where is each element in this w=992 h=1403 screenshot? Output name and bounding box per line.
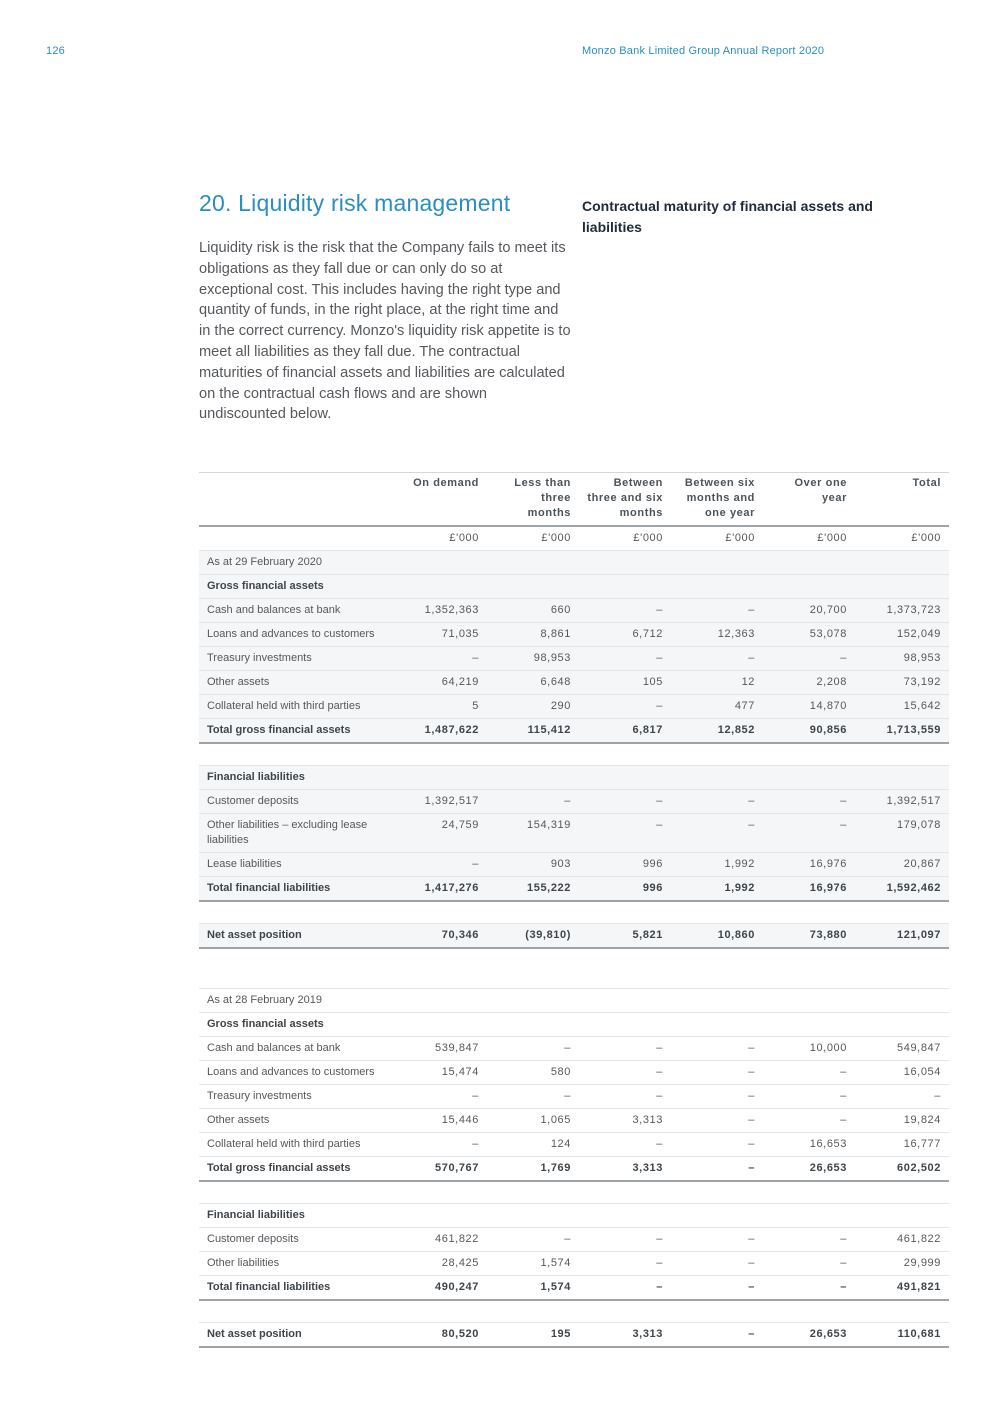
- value-cell: 549,847: [855, 1037, 949, 1061]
- empty-cell: [579, 551, 671, 575]
- value-cell: –: [671, 790, 763, 814]
- value-cell: –: [579, 790, 671, 814]
- as-at-2019: [199, 989, 949, 1013]
- value-cell: –: [671, 1037, 763, 1061]
- spacer-cell: [855, 743, 949, 766]
- value-cell: –: [579, 1085, 671, 1109]
- value-cell: –: [671, 1276, 763, 1301]
- value-cell: 73,192: [855, 671, 949, 695]
- asset-row-2019: [199, 1109, 949, 1133]
- value-cell: 16,976: [763, 877, 855, 902]
- value-cell: 10,860: [671, 924, 763, 949]
- value-cell: 903: [487, 853, 579, 877]
- net-position-2020: [199, 924, 949, 949]
- value-cell: –: [671, 1109, 763, 1133]
- gross-assets-heading-2019: [199, 1013, 949, 1037]
- value-cell: –: [671, 647, 763, 671]
- value-cell: 1,574: [487, 1276, 579, 1301]
- asset-row-2020: [199, 647, 949, 671]
- as-at-2020: [199, 551, 949, 575]
- row-label: As at 28 February 2019: [199, 989, 395, 1013]
- empty-cell: [579, 1013, 671, 1037]
- row-label: Customer deposits: [199, 790, 395, 814]
- value-cell: 110,681: [855, 1323, 949, 1348]
- asset-row-2020: [199, 671, 949, 695]
- value-cell: 73,880: [763, 924, 855, 949]
- value-cell: 121,097: [855, 924, 949, 949]
- value-cell: –: [487, 1228, 579, 1252]
- value-cell: 29,999: [855, 1252, 949, 1276]
- value-cell: 996: [579, 877, 671, 902]
- liability-row-2020: [199, 790, 949, 814]
- empty-cell: [855, 575, 949, 599]
- value-cell: –: [763, 1276, 855, 1301]
- value-cell: –: [395, 1133, 487, 1157]
- empty-cell: [487, 766, 579, 790]
- empty-cell: [487, 989, 579, 1013]
- spacer-cell: [855, 1300, 949, 1323]
- value-cell: –: [671, 814, 763, 853]
- liabilities-heading-2020: [199, 766, 949, 790]
- value-cell: 1,065: [487, 1109, 579, 1133]
- value-cell: –: [763, 1252, 855, 1276]
- value-cell: 19,824: [855, 1109, 949, 1133]
- value-cell: –: [395, 1085, 487, 1109]
- asset-row-2020: [199, 623, 949, 647]
- empty-cell: [671, 1204, 763, 1228]
- empty-cell: [395, 551, 487, 575]
- value-cell: –: [763, 790, 855, 814]
- spacer-cell: [487, 948, 579, 989]
- value-cell: 1,487,622: [395, 719, 487, 744]
- spacer-cell: [199, 948, 395, 989]
- value-cell: –: [763, 1085, 855, 1109]
- table-subheading: Contractual maturity of financial assets and liabilities: [582, 198, 873, 235]
- row-label: Net asset position: [199, 924, 395, 949]
- spacer-cell: [671, 1300, 763, 1323]
- asset-row-2019: [199, 1085, 949, 1109]
- empty-cell: [763, 989, 855, 1013]
- row-label: Total financial liabilities: [199, 877, 395, 902]
- column-header: Between six months and one year: [671, 473, 763, 527]
- value-cell: –: [487, 790, 579, 814]
- empty-cell: [395, 1204, 487, 1228]
- value-cell: £'000: [579, 526, 671, 551]
- value-cell: –: [671, 1323, 763, 1348]
- empty-cell: [671, 575, 763, 599]
- value-cell: 1,574: [487, 1252, 579, 1276]
- value-cell: 26,653: [763, 1323, 855, 1348]
- spacer-cell: [763, 1181, 855, 1204]
- row-label: Net asset position: [199, 1323, 395, 1348]
- empty-cell: [579, 766, 671, 790]
- value-cell: 2,208: [763, 671, 855, 695]
- value-cell: 1,392,517: [395, 790, 487, 814]
- value-cell: 1,713,559: [855, 719, 949, 744]
- value-cell: –: [579, 647, 671, 671]
- row-label: Customer deposits: [199, 1228, 395, 1252]
- value-cell: –: [579, 1133, 671, 1157]
- value-cell: 290: [487, 695, 579, 719]
- value-cell: –: [579, 1228, 671, 1252]
- spacer-cell: [199, 743, 395, 766]
- value-cell: –: [579, 599, 671, 623]
- value-cell: 1,769: [487, 1157, 579, 1182]
- value-cell: 6,712: [579, 623, 671, 647]
- value-cell: 1,992: [671, 877, 763, 902]
- row-label: Cash and balances at bank: [199, 599, 395, 623]
- value-cell: –: [855, 1085, 949, 1109]
- value-cell: £'000: [395, 526, 487, 551]
- spacer-cell: [763, 1300, 855, 1323]
- row-label: Other liabilities: [199, 1252, 395, 1276]
- spacer-cell: [579, 1300, 671, 1323]
- value-cell: 5: [395, 695, 487, 719]
- value-cell: –: [671, 1228, 763, 1252]
- value-cell: 16,976: [763, 853, 855, 877]
- value-cell: 6,648: [487, 671, 579, 695]
- value-cell: –: [579, 814, 671, 853]
- row-label: Gross financial assets: [199, 1013, 395, 1037]
- value-cell: –: [671, 1061, 763, 1085]
- value-cell: 3,313: [579, 1157, 671, 1182]
- value-cell: 20,867: [855, 853, 949, 877]
- value-cell: –: [579, 1276, 671, 1301]
- value-cell: –: [671, 1085, 763, 1109]
- value-cell: 16,054: [855, 1061, 949, 1085]
- value-cell: –: [763, 647, 855, 671]
- value-cell: 105: [579, 671, 671, 695]
- empty-cell: [487, 575, 579, 599]
- value-cell: 16,653: [763, 1133, 855, 1157]
- value-cell: 28,425: [395, 1252, 487, 1276]
- spacer-cell: [487, 1300, 579, 1323]
- column-header: Less than three months: [487, 473, 579, 527]
- asset-row-2020: [199, 695, 949, 719]
- value-cell: –: [763, 1228, 855, 1252]
- value-cell: –: [487, 1085, 579, 1109]
- liability-row-2019: [199, 1252, 949, 1276]
- empty-cell: [763, 551, 855, 575]
- spacer-cell: [395, 743, 487, 766]
- spacer-cell: [199, 1181, 395, 1204]
- value-cell: £'000: [487, 526, 579, 551]
- empty-cell: [487, 551, 579, 575]
- value-cell: 53,078: [763, 623, 855, 647]
- value-cell: 115,412: [487, 719, 579, 744]
- spacer-cell: [763, 743, 855, 766]
- value-cell: 461,822: [395, 1228, 487, 1252]
- spacer-cell: [855, 948, 949, 989]
- report-title: Monzo Bank Limited Group Annual Report 2020: [582, 45, 825, 57]
- empty-cell: [763, 575, 855, 599]
- row-label: As at 29 February 2020: [199, 551, 395, 575]
- spacer-row: [199, 1181, 949, 1204]
- column-header: On demand: [395, 473, 487, 527]
- total-assets-2020: [199, 719, 949, 744]
- empty-cell: [579, 575, 671, 599]
- spacer-row: [199, 743, 949, 766]
- row-label: Loans and advances to customers: [199, 623, 395, 647]
- spacer-cell: [579, 1181, 671, 1204]
- empty-cell: [855, 766, 949, 790]
- value-cell: 602,502: [855, 1157, 949, 1182]
- value-cell: 12: [671, 671, 763, 695]
- row-label: Cash and balances at bank: [199, 1037, 395, 1061]
- spacer-cell: [763, 901, 855, 924]
- empty-cell: [763, 766, 855, 790]
- row-label: Financial liabilities: [199, 766, 395, 790]
- empty-cell: [671, 1013, 763, 1037]
- value-cell: –: [671, 1157, 763, 1182]
- empty-cell: [487, 1204, 579, 1228]
- value-cell: 10,000: [763, 1037, 855, 1061]
- value-cell: 3,313: [579, 1109, 671, 1133]
- column-header-row: [199, 473, 949, 527]
- value-cell: –: [671, 1252, 763, 1276]
- empty-cell: [671, 989, 763, 1013]
- value-cell: 12,363: [671, 623, 763, 647]
- row-label: Other liabilities – excluding lease liabilities: [199, 814, 395, 853]
- spacer-cell: [487, 1181, 579, 1204]
- asset-row-2020: [199, 599, 949, 623]
- value-cell: 6,817: [579, 719, 671, 744]
- row-label: [199, 526, 395, 551]
- spacer-cell: [671, 901, 763, 924]
- page-number: 126: [46, 45, 65, 57]
- value-cell: 124: [487, 1133, 579, 1157]
- spacer-cell: [671, 1181, 763, 1204]
- row-label: Treasury investments: [199, 647, 395, 671]
- value-cell: 490,247: [395, 1276, 487, 1301]
- value-cell: 15,474: [395, 1061, 487, 1085]
- value-cell: 98,953: [855, 647, 949, 671]
- value-cell: –: [671, 1133, 763, 1157]
- spacer-cell: [199, 901, 395, 924]
- value-cell: 477: [671, 695, 763, 719]
- empty-cell: [855, 989, 949, 1013]
- spacer-cell: [487, 743, 579, 766]
- spacer-cell: [395, 901, 487, 924]
- value-cell: 5,821: [579, 924, 671, 949]
- value-cell: –: [579, 1037, 671, 1061]
- empty-cell: [671, 551, 763, 575]
- row-label: Loans and advances to customers: [199, 1061, 395, 1085]
- value-cell: 1,592,462: [855, 877, 949, 902]
- row-label: Collateral held with third parties: [199, 695, 395, 719]
- value-cell: 539,847: [395, 1037, 487, 1061]
- value-cell: 1,352,363: [395, 599, 487, 623]
- value-cell: 996: [579, 853, 671, 877]
- value-cell: –: [395, 647, 487, 671]
- value-cell: £'000: [763, 526, 855, 551]
- row-label: Total gross financial assets: [199, 719, 395, 744]
- value-cell: 152,049: [855, 623, 949, 647]
- empty-cell: [395, 1013, 487, 1037]
- header-blank: [199, 473, 395, 527]
- spacer-row: [199, 948, 949, 989]
- asset-row-2019: [199, 1061, 949, 1085]
- row-label: Financial liabilities: [199, 1204, 395, 1228]
- empty-cell: [763, 1204, 855, 1228]
- total-liabilities-2019: [199, 1276, 949, 1301]
- spacer-cell: [199, 1300, 395, 1323]
- column-header: Over one year: [763, 473, 855, 527]
- column-header: Total: [855, 473, 949, 527]
- empty-cell: [855, 551, 949, 575]
- value-cell: 15,446: [395, 1109, 487, 1133]
- net-position-2019: [199, 1323, 949, 1348]
- row-label: Treasury investments: [199, 1085, 395, 1109]
- value-cell: –: [579, 695, 671, 719]
- value-cell: 98,953: [487, 647, 579, 671]
- empty-cell: [487, 1013, 579, 1037]
- spacer-row: [199, 1300, 949, 1323]
- total-assets-2019: [199, 1157, 949, 1182]
- liability-row-2019: [199, 1228, 949, 1252]
- value-cell: 64,219: [395, 671, 487, 695]
- value-cell: 580: [487, 1061, 579, 1085]
- value-cell: –: [763, 1109, 855, 1133]
- value-cell: –: [579, 1252, 671, 1276]
- total-liabilities-2020: [199, 877, 949, 902]
- value-cell: 8,861: [487, 623, 579, 647]
- liability-row-2020: [199, 814, 949, 853]
- liabilities-heading-2019: [199, 1204, 949, 1228]
- value-cell: –: [395, 853, 487, 877]
- value-cell: 20,700: [763, 599, 855, 623]
- row-label: Collateral held with third parties: [199, 1133, 395, 1157]
- value-cell: 3,313: [579, 1323, 671, 1348]
- value-cell: 12,852: [671, 719, 763, 744]
- spacer-cell: [763, 948, 855, 989]
- spacer-cell: [671, 743, 763, 766]
- empty-cell: [763, 1013, 855, 1037]
- spacer-cell: [395, 948, 487, 989]
- row-label: Total financial liabilities: [199, 1276, 395, 1301]
- value-cell: 16,777: [855, 1133, 949, 1157]
- value-cell: –: [763, 814, 855, 853]
- value-cell: 660: [487, 599, 579, 623]
- units-row: [199, 526, 949, 551]
- intro-paragraph: Liquidity risk is the risk that the Company fails to meet its obligations as they fall due or can only do so at exceptional cost. This includes having the right type and quantity of funds, in the right place, at the right time and in the correct currency. Monzo's liquidity risk appetite is to meet all liabilities as they fall due. The contractual maturities of financial assets and liabilities are calculated on the contractual cash flows and are shown undiscounted below.: [199, 240, 571, 423]
- value-cell: 14,870: [763, 695, 855, 719]
- value-cell: 1,392,517: [855, 790, 949, 814]
- empty-cell: [579, 1204, 671, 1228]
- spacer-cell: [579, 743, 671, 766]
- value-cell: 1,373,723: [855, 599, 949, 623]
- asset-row-2019: [199, 1037, 949, 1061]
- spacer-cell: [855, 901, 949, 924]
- section-title: 20. Liquidity risk management: [199, 190, 511, 216]
- value-cell: 71,035: [395, 623, 487, 647]
- row-label: Other assets: [199, 671, 395, 695]
- value-cell: 155,222: [487, 877, 579, 902]
- asset-row-2019: [199, 1133, 949, 1157]
- row-label: Lease liabilities: [199, 853, 395, 877]
- gross-assets-heading-2020: [199, 575, 949, 599]
- value-cell: 26,653: [763, 1157, 855, 1182]
- value-cell: 1,992: [671, 853, 763, 877]
- value-cell: 1,417,276: [395, 877, 487, 902]
- empty-cell: [671, 766, 763, 790]
- row-label: Gross financial assets: [199, 575, 395, 599]
- empty-cell: [579, 989, 671, 1013]
- value-cell: 195: [487, 1323, 579, 1348]
- empty-cell: [395, 989, 487, 1013]
- spacer-cell: [855, 1181, 949, 1204]
- spacer-row: [199, 901, 949, 924]
- value-cell: 90,856: [763, 719, 855, 744]
- value-cell: 461,822: [855, 1228, 949, 1252]
- empty-cell: [855, 1013, 949, 1037]
- spacer-cell: [395, 1300, 487, 1323]
- maturity-table: [199, 472, 949, 1348]
- column-header: Between three and six months: [579, 473, 671, 527]
- value-cell: –: [487, 1037, 579, 1061]
- value-cell: 70,346: [395, 924, 487, 949]
- empty-cell: [395, 766, 487, 790]
- value-cell: (39,810): [487, 924, 579, 949]
- spacer-cell: [671, 948, 763, 989]
- value-cell: 15,642: [855, 695, 949, 719]
- empty-cell: [395, 575, 487, 599]
- liability-row-2020: [199, 853, 949, 877]
- value-cell: 570,767: [395, 1157, 487, 1182]
- row-label: Other assets: [199, 1109, 395, 1133]
- spacer-cell: [487, 901, 579, 924]
- value-cell: –: [579, 1061, 671, 1085]
- value-cell: –: [671, 599, 763, 623]
- value-cell: 80,520: [395, 1323, 487, 1348]
- spacer-cell: [395, 1181, 487, 1204]
- value-cell: 24,759: [395, 814, 487, 853]
- value-cell: £'000: [855, 526, 949, 551]
- value-cell: £'000: [671, 526, 763, 551]
- value-cell: 491,821: [855, 1276, 949, 1301]
- empty-cell: [855, 1204, 949, 1228]
- value-cell: 154,319: [487, 814, 579, 853]
- row-label: Total gross financial assets: [199, 1157, 395, 1182]
- spacer-cell: [579, 901, 671, 924]
- spacer-cell: [579, 948, 671, 989]
- value-cell: –: [763, 1061, 855, 1085]
- value-cell: 179,078: [855, 814, 949, 853]
